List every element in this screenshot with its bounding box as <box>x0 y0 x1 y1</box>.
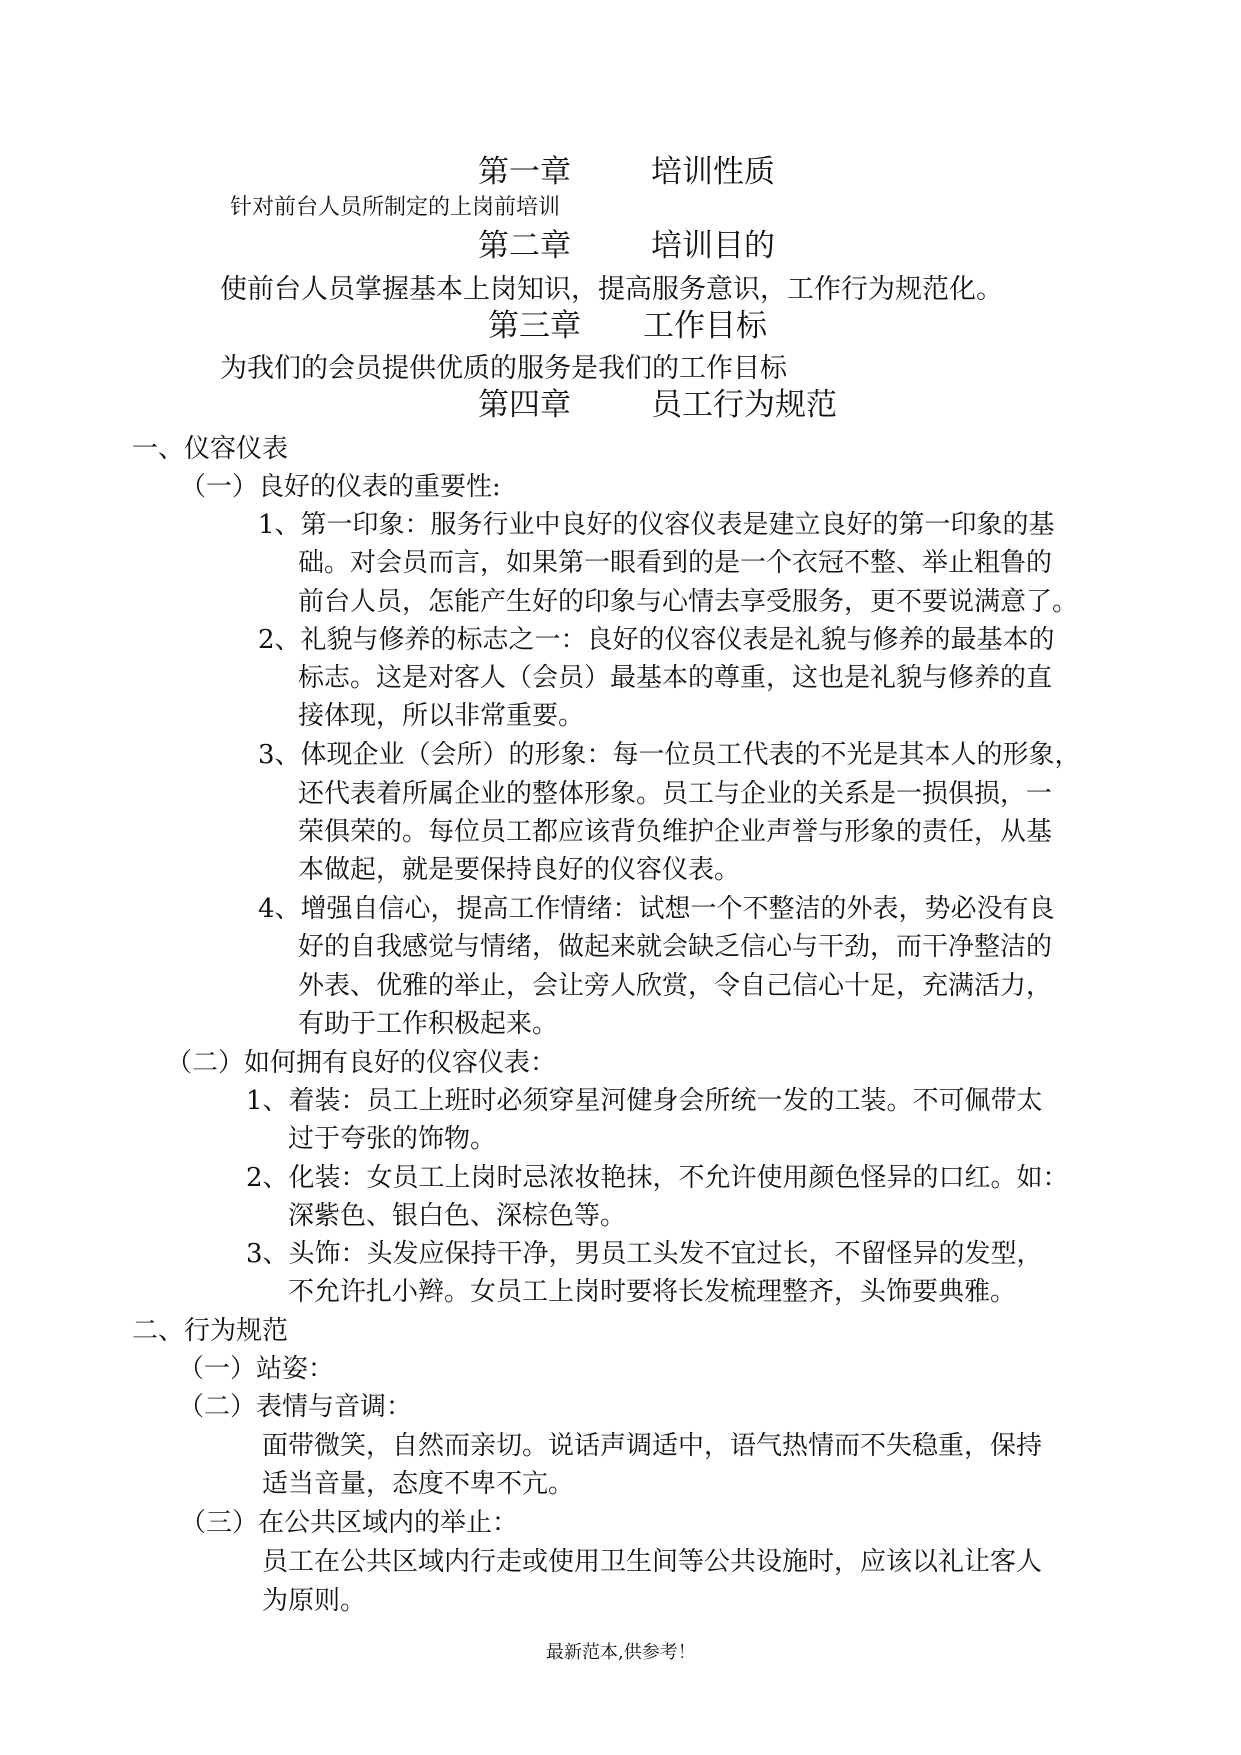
chapter-label: 第二章 <box>478 228 571 264</box>
section-heading: 一、仪容仪表 <box>132 434 289 464</box>
chapter-title: 员工行为规范 <box>651 387 837 423</box>
chapter-heading <box>488 308 767 344</box>
subsection-heading: （二）表情与音调： <box>178 1392 413 1422</box>
list-item-line: 2、礼貌与修养的标志之一：良好的仪容仪表是礼貌与修养的最基本的 <box>258 625 1055 655</box>
list-item-line: 础。对会员而言，如果第一眼看到的是一个衣冠不整、举止粗鲁的 <box>298 548 1053 578</box>
paragraph-line: 为原则。 <box>262 1586 367 1616</box>
chapter-label: 第一章 <box>478 154 571 190</box>
list-item-line: 还代表着所属企业的整体形象。员工与企业的关系是一损俱损，一 <box>298 779 1053 809</box>
list-item-line: 外表、优雅的举止，会让旁人欣赏，令自己信心十足，充满活力， <box>298 971 1053 1001</box>
list-item-line: 前台人员，怎能产生好的印象与心情去享受服务，更不要说满意了。 <box>298 587 1079 617</box>
list-item-line: 过于夸张的饰物。 <box>288 1124 497 1154</box>
paragraph-line: 员工在公共区域内行走或使用卫生间等公共设施时，应该以礼让客人 <box>262 1547 1043 1577</box>
paragraph-line: 适当音量，态度不卑不亢。 <box>262 1469 575 1499</box>
chapter-heading <box>478 154 775 190</box>
list-item-line: 3、体现企业（会所）的形象：每一位员工代表的不光是其本人的形象， <box>258 740 1081 770</box>
paragraph-line: 面带微笑，自然而亲切。说话声调适中，语气热情而不失稳重，保持 <box>262 1431 1043 1461</box>
list-item-line: 本做起，就是要保持良好的仪容仪表。 <box>298 855 741 885</box>
subsection-heading: （三）在公共区域内的举止： <box>180 1508 519 1538</box>
subsection-heading: （一）站姿： <box>178 1354 335 1384</box>
subsection-heading: （一）良好的仪表的重要性: <box>180 472 501 502</box>
list-item-line: 2、化装：女员工上岗时忌浓妆艳抹，不允许使用颜色怪异的口红。如： <box>246 1163 1069 1193</box>
list-item-line: 荣俱荣的。每位员工都应该背负维护企业声誉与形象的责任，从基 <box>298 817 1053 847</box>
list-item-line: 有助于工作积极起来。 <box>298 1009 559 1039</box>
chapter-text: 使前台人员掌握基本上岗知识，提高服务意识，工作行为规范化。 <box>220 274 1003 305</box>
page-footer: 最新范本,供参考！ <box>546 1642 696 1663</box>
list-item-line: 标志。这是对客人（会员）最基本的尊重，这也是礼貌与修养的直 <box>298 663 1053 693</box>
chapter-heading <box>478 387 837 423</box>
chapter-label: 第四章 <box>478 387 571 423</box>
chapter-text: 为我们的会员提供优质的服务是我们的工作目标 <box>220 353 787 384</box>
section-heading: 二、行为规范 <box>132 1316 289 1346</box>
chapter-text: 针对前台人员所制定的上岗前培训 <box>230 195 561 220</box>
list-item-line: 4、增强自信心，提高工作情绪：试想一个不整洁的外表，势必没有良 <box>258 894 1055 924</box>
list-item-line: 1、着装：员工上班时必须穿星河健身会所统一发的工装。不可佩带太 <box>246 1086 1043 1116</box>
chapter-label: 第三章 <box>488 308 581 344</box>
chapter-title: 培训目的 <box>651 228 775 264</box>
list-item-line: 接体现，所以非常重要。 <box>298 701 585 731</box>
list-item-line: 深紫色、银白色、深棕色等。 <box>288 1201 627 1231</box>
subsection-heading: （二）如何拥有良好的仪容仪表： <box>166 1048 557 1078</box>
list-item-line: 1、第一印象：服务行业中良好的仪容仪表是建立良好的第一印象的基 <box>258 510 1055 540</box>
chapter-title: 工作目标 <box>643 308 767 344</box>
list-item-line: 好的自我感觉与情绪，做起来就会缺乏信心与干劲，而干净整洁的 <box>298 932 1053 962</box>
list-item-line: 3、头饰：头发应保持干净，男员工头发不宜过长，不留怪异的发型， <box>246 1239 1043 1269</box>
chapter-heading <box>478 228 775 264</box>
chapter-title: 培训性质 <box>651 154 775 190</box>
list-item-line: 不允许扎小辫。女员工上岗时要将长发梳理整齐，头饰要典雅。 <box>288 1277 1017 1307</box>
